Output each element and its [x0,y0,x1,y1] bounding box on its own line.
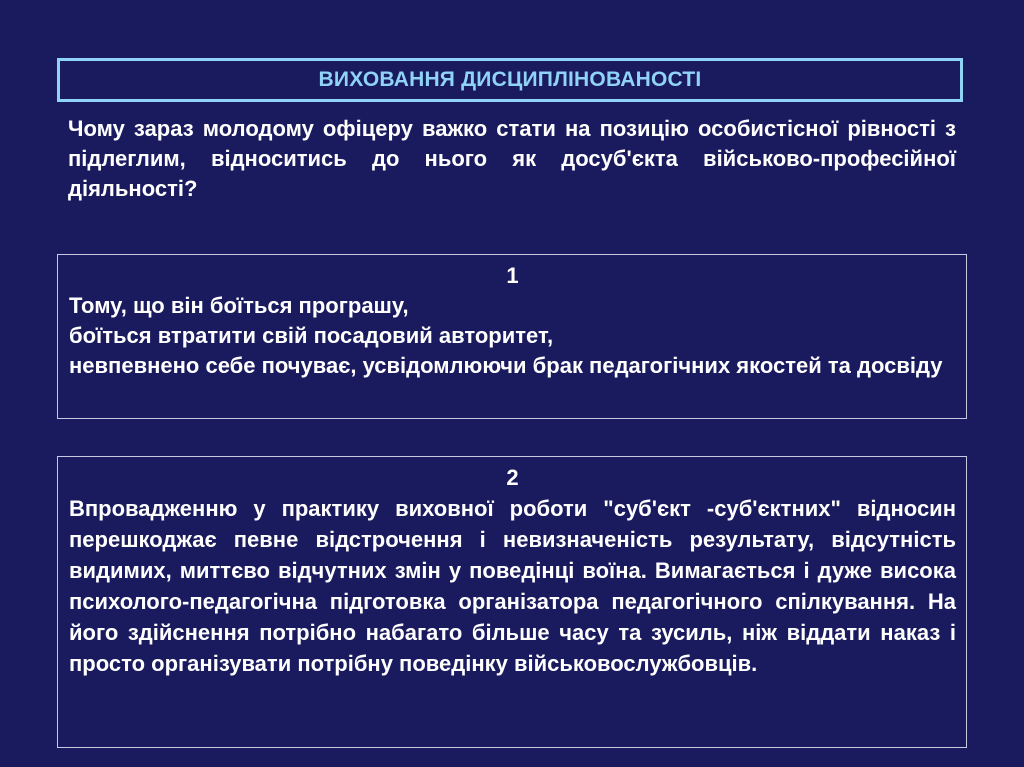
answer-box-2 [57,456,967,748]
answer-number-1: 1 [506,263,519,288]
answer-number-2: 2 [506,465,519,490]
question-text: Чому зараз молодому офіцеру важко стати на позицію особистісної рівності з підлеглим, відноситись до нього як досуб'єкта військово-професійної діяльності? [68,116,956,201]
answer-1-line-3: невпевнено себе почуває, усвідомлюючи брак педагогічних якостей та досвіду [69,353,943,378]
title-box [57,58,963,102]
answer-2-text: Впровадженню у практику виховної роботи "суб'єкт -суб'єктних" відносин перешкоджає певне відстрочення і невизначеність результату, відсутність видимих, миттєво відчутних змін у поведінці воїна. Вимагається і дуже висока психолого-педагогічна підготовка організатора педагогічного спілкування. На його здійснення потрібно набагато більше часу та зусиль, ніж віддати наказ і просто організувати потрібну поведінку військовослужбовців. [69,496,956,676]
answer-1-line-1: Тому, що він боїться програшу, [69,293,409,318]
slide-title: ВИХОВАННЯ ДИСЦИПЛІНОВАНОСТІ [318,68,702,91]
answer-box-1 [57,254,967,419]
answer-1-line-2: боїться втратити свій посадовий авторитет, [69,323,554,348]
